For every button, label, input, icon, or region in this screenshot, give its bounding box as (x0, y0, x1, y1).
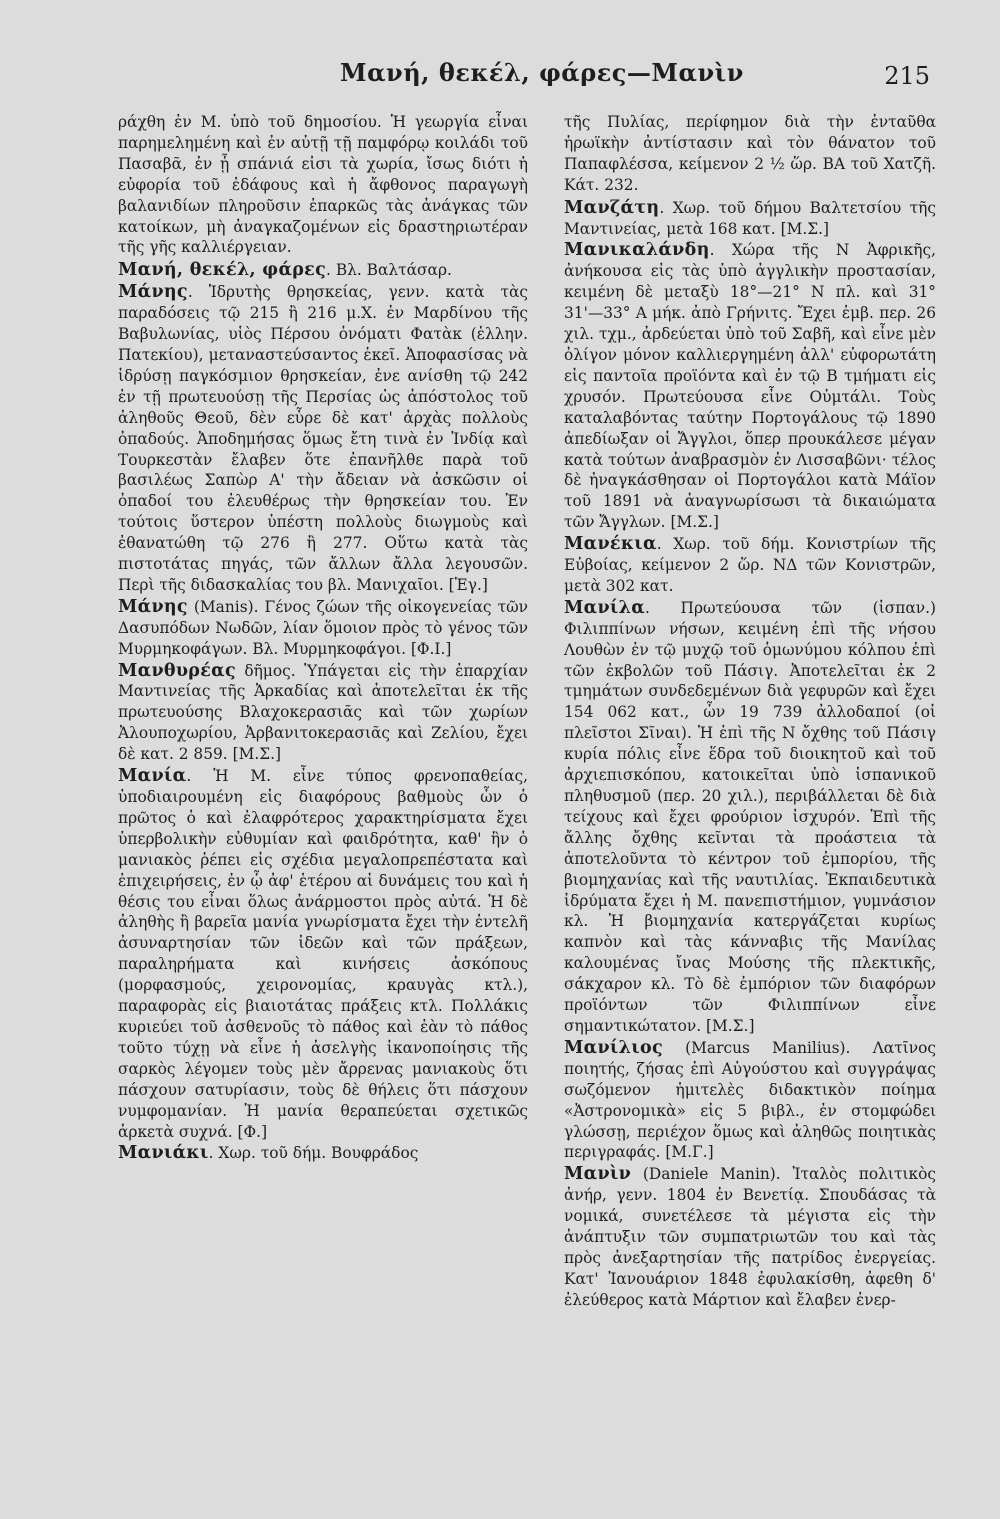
entry-text: . Βλ. Βαλτάσαρ. (326, 261, 452, 280)
entry (118, 112, 528, 258)
entry-headword: Μανέκια (564, 534, 657, 555)
entry-headword: Μανίλιος (564, 1037, 663, 1058)
entry (564, 240, 936, 533)
entry-headword: Μάνης (118, 596, 188, 617)
entry-headword: Μανζάτη (564, 197, 660, 218)
entry (564, 598, 936, 1037)
entry-text: . Χωρ. τοῦ δήμ. Κονιστρίων τῆς Εὐβοίας, κείμενον 2 ὥρ. ΝΔ τῶν Κονιστρῶν, μετὰ 302 κατ. (564, 535, 936, 595)
entry-headword: Μανή, θεκέλ, φάρες (118, 260, 327, 281)
entry-text: . Χωρ. τοῦ δήμ. Βουφράδος (208, 1144, 419, 1163)
right-column (564, 112, 936, 1312)
entry-headword: Μανὶν (564, 1164, 632, 1185)
entry-text: τῆς Πυλίας, περίφημον διὰ τὴν ἐνταῦθα ἡρωϊκὴν ἀντίστασιν καὶ τὸν θάνατον τοῦ Παπαφλέσσα, κείμενον 2 ½ ὥρ. ΒΑ τοῦ Χατζῆ. Κάτ. 232. (564, 113, 936, 194)
entry-headword: Μανθυρέας (118, 660, 236, 681)
entry-text: . Χωρ. τοῦ δήμου Βαλτετσίου τῆς Μαντινείας, μετὰ 168 κατ. [Μ.Σ.] (564, 198, 936, 238)
entry-text: . Χώρα τῆς Ν Ἀφρικῆς, ἀνήκουσα εἰς τὰς ὑπὸ ἀγγλικὴν προστασίαν, κειμένη δὲ μεταξὺ 18°—21° Ν πλ. καὶ 31° 31'—33° Α μήκ. ἀπὸ Γρήνιτς. Ἔχει ἐμβ. περ. 26 χιλ. τχμ., ἀρδεύεται ὑπὸ τοῦ Σαβῆ, καὶ εἶνε μὲν ὀλίγον μόνον καλλιεργημένη ἀλλ' εὐφορωτάτη εἰς παντοῖα προϊόντα καὶ ἐν τῷ Β τμήματι εἰς χρυσόν. Πρωτεύουσα εἶνε Οὐμτάλι. Τοὺς καταλαβόντας ταύτην Πορτογάλους τῷ 1890 ἀπεδίωξαν οἱ Ἄγγλοι, ὅπερ προυκάλεσε μέγαν κατὰ τούτων ἀναβρασμὸν ἐν Λισσαβῶνι· τέλος δὲ ἠναγκάσθησαν οἱ Πορτογάλοι κατὰ Μάϊον τοῦ 1891 νὰ ἀναγνωρίσωσι τὰ δικαιώματα τῶν Ἄγγλων. [Μ.Σ.] (564, 241, 936, 532)
entry (564, 198, 936, 240)
entry (118, 282, 528, 596)
entry (118, 766, 528, 1142)
entry (564, 1038, 936, 1163)
entry-text: . Πρωτεύουσα τῶν (ἱσπαν.) Φιλιππίνων νήσων, κειμένη ἐπὶ τῆς νήσου Λουθὼν ἐν τῷ μυχῷ τοῦ ὁμωνύμου κόλπου ἐπὶ τῶν ἐκβολῶν τοῦ Πάσιγ. Ἀποτελεῖται ἐκ 2 τμημάτων συνδεδεμένων διὰ γεφυρῶν καὶ ἔχει 154 062 κατ., ὧν 19 739 ἀλλοδαποί (οἱ πλεῖστοι Σῖναι). Ἡ ἐπὶ τῆς Ν ὄχθης τοῦ Πάσιγ κυρία πόλις εἶνε ἕδρα τοῦ διοικητοῦ καὶ τοῦ ἀρχιεπισκόπου, κατοικεῖται ὑπὸ ἱσπανικοῦ πληθυσμοῦ (περ. 20 χιλ.), περιβάλλεται δὲ διὰ τείχους καὶ ἔχει φρούριον ἰσχυρόν. Ἐπὶ τῆς ἄλλης ὄχθης κεῖνται τὰ προάστεια τὰ ἀποτελοῦντα τὸ κέντρον τοῦ ἐμπορίου, τῆς βιομηχανίας καὶ τῆς ναυτιλίας. Ἐκπαιδευτικὰ ἱδρύματα ἔχει ἡ Μ. πανεπιστήμιον, γυμνάσιον κλ. Ἡ βιομηχανία κατεργάζεται κυρίως καπνὸν καὶ τὰς κάνναβις τῆς Μανίλας καλουμένας ἴνας Μούσης τῆς πλεκτικῆς, σάκχαρον κλ. Τὸ δὲ ἐμπόριον τῶν διαφόρων προϊόντων τῶν Φιλιππίνων εἶνε σημαντικώτατον. [Μ.Σ.] (564, 598, 936, 1035)
entry-text: (Manis). Γένος ζώων τῆς οἰκογενείας τῶν Δασυπόδων Νωδῶν, λίαν ὅμοιον πρὸς τὸ γένος τῶν Μυρμηκοφάγων. Βλ. Μυρμηκοφάγοι. [Φ.Ι.] (118, 597, 528, 658)
entry (564, 1164, 936, 1310)
entry (118, 1143, 528, 1164)
entry-text: δῆμος. Ὑπάγεται εἰς τὴν ἐπαρχίαν Μαντινείας τῆς Ἀρκαδίας καὶ ἀποτελεῖται ἐκ τῆς πρωτευούσης Βλαχοκερασιᾶς καὶ τῶν χωρίων Ἀλουποχωρίου, Ἀρβανιτοκερασιᾶς καὶ Ζελίου, ἔχει δὲ κατ. 2 859. [Μ.Σ.] (118, 661, 528, 764)
entry-text: . Ἡ Μ. εἶνε τύπος φρενοπαθείας, ὑποδιαιρουμένη εἰς διαφόρους βαθμοὺς ὧν ὁ πρῶτος ὁ καὶ ἐλαφρότερος χαρακτηρίσματα ἔχει ὑπερβολικὴν εὐθυμίαν καὶ φαιδρότητα, καθ' ἣν ὁ μανιακὸς ῥέπει εἰς σχέδια μεγαλοπρεπέστατα καὶ ἐπιχειρήσεις, ἐν ᾧ ἀφ' ἑτέρου αἱ δυνάμεις του καὶ ἡ θέσις του εἶναι ὅλως ἀνάρμοστοι πρὸς αὐτά. Ἡ δὲ ἀληθὴς ἢ βαρεῖα μανία γνωρίσματα ἔχει τὴν ἐντελῆ ἀσυναρτησίαν τῶν ἰδεῶν καὶ τῶν πράξεων, παραληρήματα καὶ κινήσεις ἀσκόπους (μορφασμούς, χειρονομίας, κραυγὰς κτλ.), παραφορὰς εἰς βιαιοτάτας πράξεις κτλ. Πολλάκις κυριεύει τοῦ ἀσθενοῦς τὸ πάθος καὶ ἐὰν τὸ πάθος τοῦτο τύχῃ νὰ εἶνε ἡ ἀσελγὴς ἱκανοποίησις τῆς σαρκὸς λέγομεν τοὺς μὲν ἄρρενας μανιακοὺς ὅτι πάσχουν σατυρίασιν, τοὺς δὲ θήλεις ὅτι πάσχουν νυμφομανίαν. Ἡ μανία θεραπεύεται σχετικῶς ἀρκετὰ συχνά. [Φ.] (118, 767, 528, 1141)
entry-headword: Μανιάκι (118, 1143, 209, 1164)
entry (118, 260, 528, 281)
entry-text: (Daniele Manin). Ἰταλὸς πολιτικὸς ἀνήρ, γενν. 1804 ἐν Βενετίᾳ. Σπουδάσας τὰ νομικά, συνετέλεσε τὰ μέγιστα εἰς τὴν ἀνάπτυξιν τῶν συμπατριωτῶν του καὶ τὰς πρὸς ἀνεξαρτησίαν τῆς πατρίδος ἐνεργείας. Κατ' Ἰανουάριον 1848 ἐφυλακίσθη, ἀφεθη δ' ἐλεύθερος κατὰ Μάρτιον καὶ ἔλαβεν ἐνερ- (564, 1165, 936, 1309)
entry (118, 661, 528, 766)
page-number: 215 (884, 62, 930, 90)
entry-text: . Ἱδρυτὴς θρησκείας, γενν. κατὰ τὰς παραδόσεις τῷ 215 ἢ 216 μ.Χ. ἐν Μαρδίνου τῆς Βαβυλωνίας, υἱὸς Πέρσου ὀνόματι Φατὰκ (ἑλλην. Πατεκίου), μεταναστεύσαντος ἐκεῖ. Ἀποφασίσας νὰ ἱδρύσῃ παγκόσμιον θρησκείαν, ἐνε ανίσθη τῷ 242 ἐν τῇ πρωτευούσῃ τῆς Περσίας ὡς ἀπόστολος τοῦ ἀληθοῦς Θεοῦ, δὲν εὗρε δὲ κατ' ἀρχὰς πολλοὺς ὀπαδούς. Ἀποδημήσας ὅμως ἔτη τινὰ ἐν Ἰνδίᾳ καὶ Τουρκεστὰν ἔλαβεν ὅτε ἐπανῆλθε παρὰ τοῦ βασιλέως Σαπὼρ Α' τὴν ἄδειαν νὰ ἀσκῶσιν οἱ ὀπαδοί του ἐλευθέρως τὴν θρησκείαν του. Ἐν τούτοις ὕστερον ὑπέστη πολλοὺς διωγμοὺς καὶ ἐθανατώθη τῷ 276 ἢ 277. Οὕτω κατὰ τὰς πιστοτάτας πηγάς, τῶν ἄλλων ἄλλα λεγουσῶν. Περὶ τῆς διδασκαλίας του βλ. Μανιχαῖοι. [Ἐγ.] (118, 283, 528, 594)
entry (564, 112, 936, 196)
running-title: Μανή, θεκέλ, φάρες—Μανὶν (340, 58, 744, 87)
entry-text: ράχθη ἐν Μ. ὑπὸ τοῦ δημοσίου. Ἡ γεωργία εἶναι παρημελημένη καὶ ἐν αὐτῇ τῇ παμφόρῳ κοιλάδι τοῦ Πασαβᾶ, ἐν ᾗ σπάνιά εἰσι τὰ χωρία, ἴσως διότι ἡ εὐφορία τοῦ ἐδάφους καὶ ἡ ἄφθονος παραγωγὴ βαλανιδίων πληροῦσιν ἐπαρκῶς τὰς ἀνάγκας τῶν κατοίκων, μὴ ἀναγκαζομένων εἰς δραστηριωτέραν τῆς γῆς καλλιέργειαν. (118, 113, 528, 257)
entry-headword: Μανικαλάνδη (564, 240, 710, 261)
entry-headword: Μανίλα (564, 597, 645, 618)
entry-text: (Marcus Manilius). Λατῖνος ποιητής, ζήσας ἐπὶ Αὐγούστου καὶ συγγράψας σωζόμενον ἡμιτελὲς διδακτικὸν ποίημα «Ἀστρονομικὰ» εἰς 5 βιβλ., ἐν στομφώδει γλώσσῃ, περιέχον ὅμως καὶ ἀληθῶς ποιητικὰς περιγραφάς. [Μ.Γ.] (564, 1038, 936, 1162)
left-column (118, 112, 528, 1165)
entry-headword: Μάνης (118, 282, 188, 303)
entry-headword: Μανία (118, 766, 187, 787)
entry (118, 597, 528, 660)
entry (564, 534, 936, 597)
